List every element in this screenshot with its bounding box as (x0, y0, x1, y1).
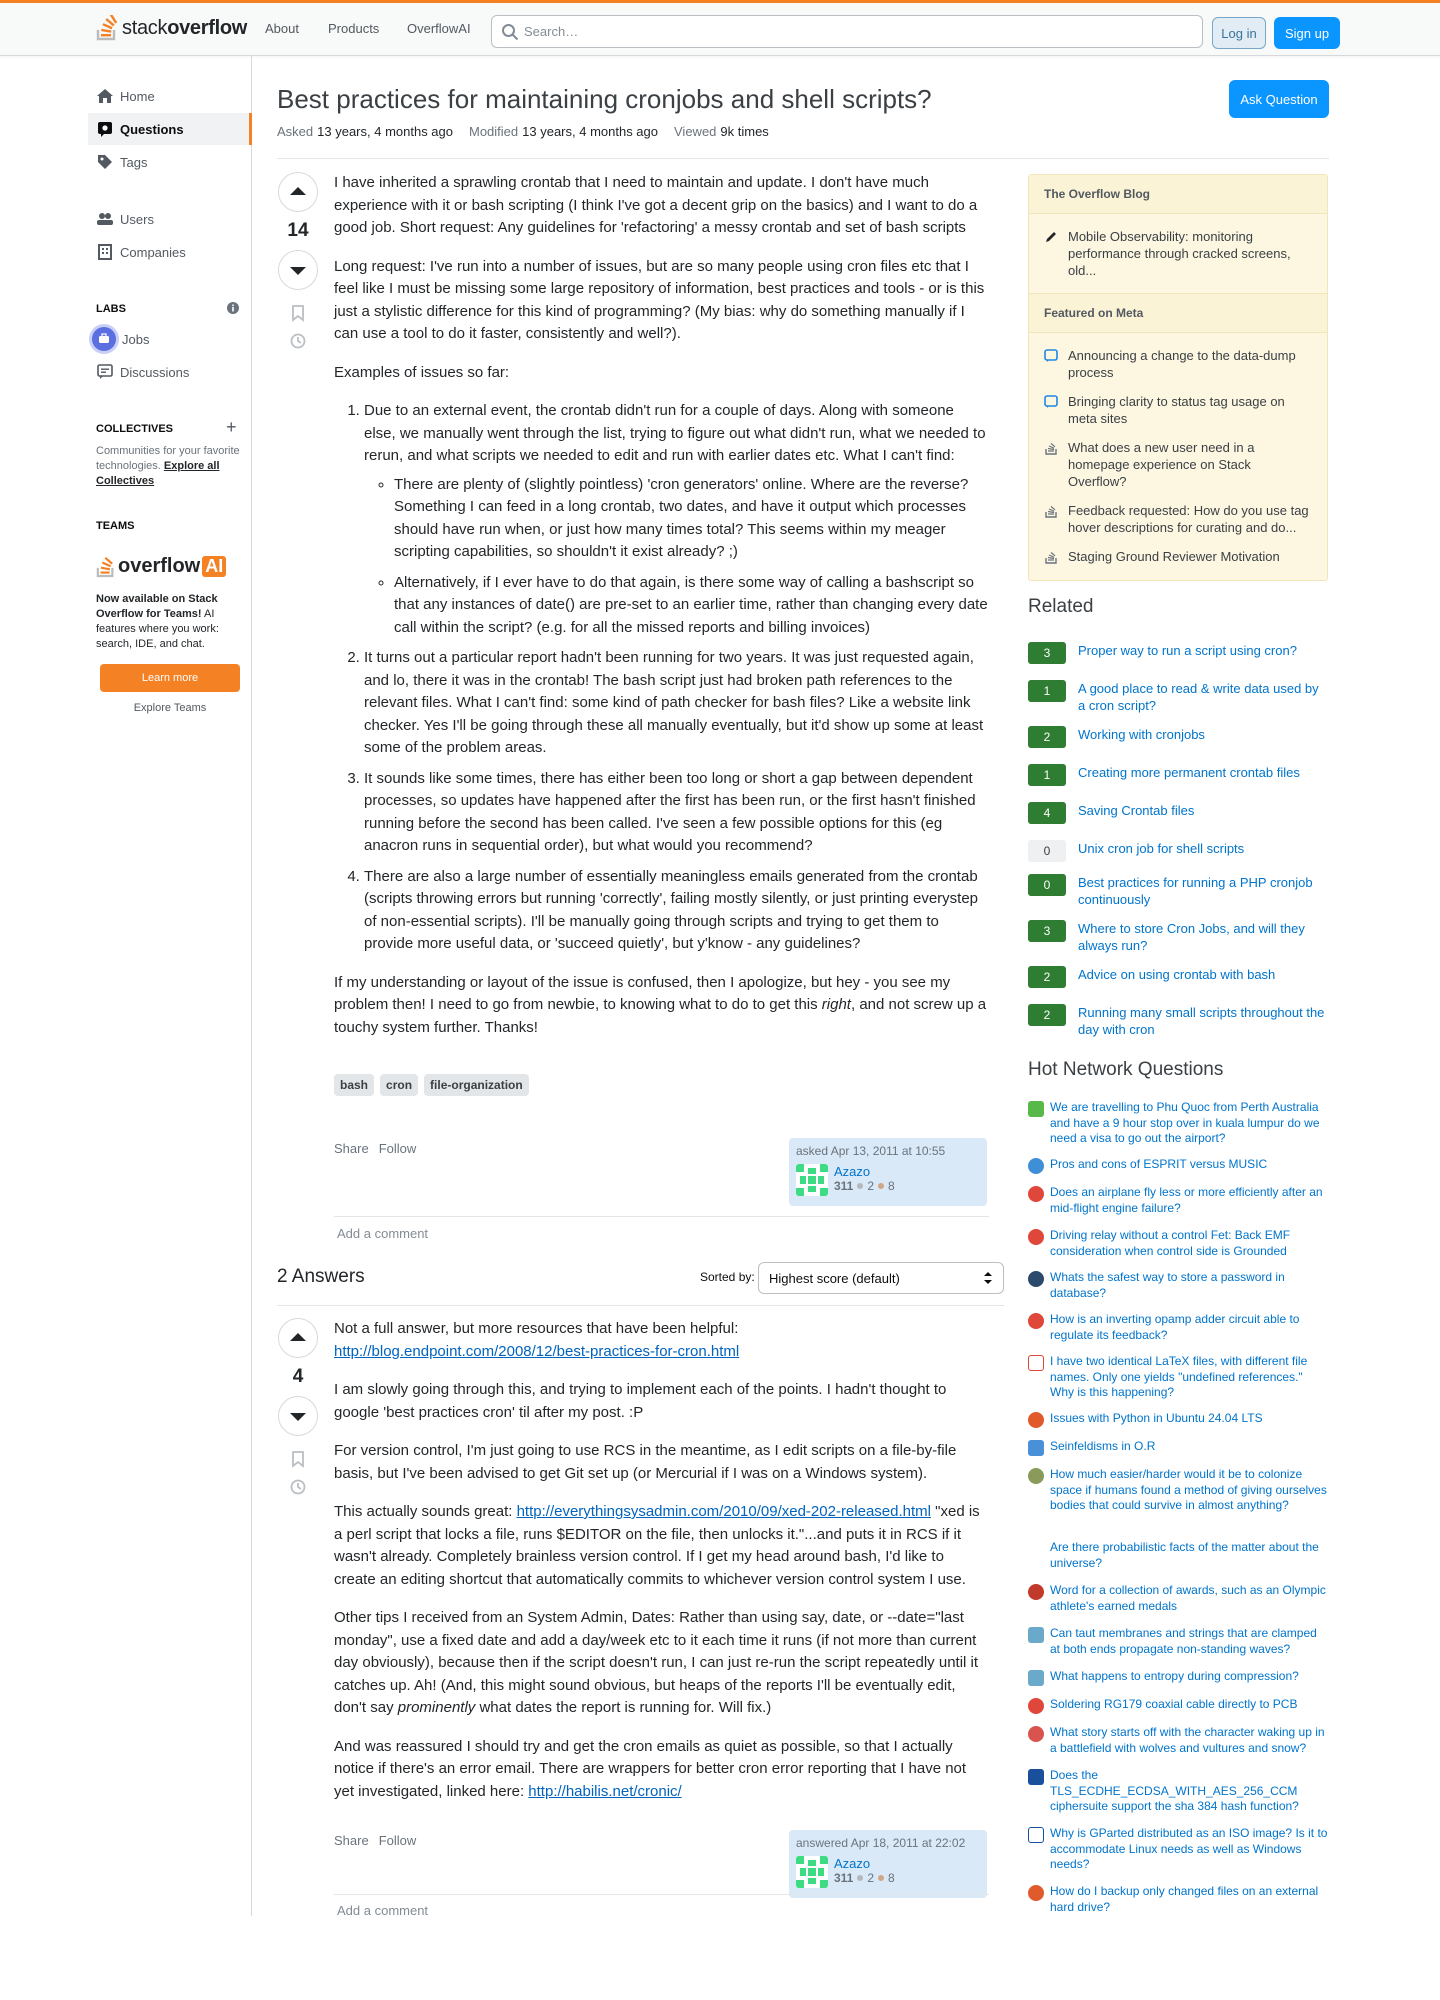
nav-about[interactable]: About (265, 21, 299, 36)
sidebar-item-jobs[interactable] (88, 323, 252, 355)
vote-count: 14 (287, 220, 309, 241)
avatar[interactable] (796, 1164, 828, 1196)
ask-question-button[interactable]: Ask Question (1229, 80, 1329, 118)
hnq-item[interactable] (1028, 1669, 1328, 1686)
related-item[interactable] (1028, 1004, 1328, 1038)
hnq-item[interactable] (1028, 1228, 1328, 1259)
hnq-item[interactable] (1028, 1697, 1328, 1714)
paragraph-text: Not a full answer, but more resources that have been helpful: (334, 1320, 739, 1337)
logo-text-bold: overflow (167, 16, 248, 39)
arrow-up-icon (289, 1329, 307, 1347)
related-item[interactable] (1028, 642, 1328, 664)
sort-select[interactable] (758, 1262, 1004, 1294)
sidebar-item-discussions[interactable] (88, 356, 252, 388)
chat-bubble-icon (1044, 393, 1058, 427)
hnq-item[interactable] (1028, 1583, 1328, 1614)
related-link[interactable]: Unix cron job for shell scripts (1078, 841, 1245, 856)
question-paragraph: Examples of issues so far: (334, 363, 510, 381)
answer-paragraph: I am slowly going through this, and trying to implement each of the points. I hadn't thought to google 'best practices cron' til after my post. :P (334, 1381, 947, 1421)
silver-badge-icon (857, 1875, 863, 1881)
hnq-item[interactable] (1028, 1540, 1328, 1571)
question-paragraph: Long request: I've run into a number of issues, but are so many people using cron files etc that I feel like I must be missing some large repository of information, best practices and tools - or is this just a stylistic difference for this kind of programming? (My bias: why do something manually if I can use a tool to do it faster, consistently and well?). (334, 257, 985, 342)
related-score: 1 (1028, 680, 1066, 702)
answer-body (334, 1318, 989, 1819)
question-body (334, 172, 989, 1055)
related-link[interactable]: Running many small scripts throughout the day with cron (1078, 1005, 1325, 1037)
upvote-button[interactable] (278, 1318, 318, 1358)
logo-text-light: stack (122, 16, 168, 39)
hnq-item[interactable] (1028, 1185, 1328, 1216)
tag-icon (96, 153, 114, 171)
users-icon (96, 210, 114, 228)
asked-timestamp: asked Apr 13, 2011 at 10:55 (796, 1144, 946, 1158)
bronze-count: 8 (888, 1871, 895, 1885)
hnq-link[interactable]: Does the TLS_ECDHE_ECDSA_WITH_AES_256_CCM ciphersuite support the sha 384 hash function? (1050, 1768, 1299, 1813)
list-item-text: Due to an external event, the crontab didn't run for a couple of days. Along with someone else, we manually went through the list, trying to figure out what didn't run, what we needed to rerun, and what scripts we needed to edit and run with earlier dates etc. What I can't find: (364, 402, 986, 464)
hnq-item[interactable] (1028, 1439, 1328, 1456)
hnq-link[interactable]: How do I backup only changed files on an external hard drive? (1050, 1884, 1319, 1914)
answer-post-menu (334, 1833, 416, 1848)
site-icon (1028, 1158, 1044, 1174)
list-item: 4. There are also a large number of essentially meaningless emails generated from the crontab (scripts throwing errors but running 'correctly', failing mostly silently, or just printing everystep of non-essential scripts). I'll be manually going through scripts and trying to get them to provide more useful data, or 'succeed quietly', but y'know - any guidelines? (364, 866, 989, 956)
answer-vote-cell (277, 1318, 319, 1496)
hnq-link[interactable]: Issues with Python in Ubuntu 24.04 LTS (1050, 1411, 1263, 1425)
answer-link[interactable]: http://habilis.net/cronic/ (528, 1782, 682, 1800)
sidebar-item-companies[interactable] (88, 236, 252, 268)
collectives-heading: COLLECTIVES (96, 423, 174, 435)
tag-bash[interactable]: bash (334, 1074, 374, 1096)
related-score: 4 (1028, 802, 1066, 824)
meta-heading: Featured on Meta (1029, 293, 1327, 333)
paragraph-text: If my understanding or layout of the issue is confused, then I apologize, but hey - you see my problem then! I need to go from newbie, to knowing what to do to get this (334, 973, 951, 1013)
meta-item-link[interactable]: Staging Ground Reviewer Motivation (1068, 549, 1280, 564)
hnq-item[interactable] (1028, 1725, 1328, 1756)
hnq-item[interactable] (1028, 1467, 1328, 1514)
paragraph-text: Other tips I received from an System Admin, Dates: Rather than using say, date, or --date="last monday", use a fixed date and add a day/week etc to it each time it runs (if not more than current day obviously), because then if the script doesn't run, I can just re-run the script repeatedly until it catches up. Ah! (And, this might sound obvious, but heaps of the reports I'll be eventually edit, don't say (334, 1609, 979, 1716)
sidebar-item-label: Users (120, 211, 154, 227)
modified-label: Modified (469, 124, 519, 139)
site-icon (1028, 1412, 1044, 1428)
hnq-link[interactable]: Why is GParted distributed as an ISO image? Is it to accommodate Linux needs as well as Windows needs? (1050, 1826, 1328, 1871)
answer-paragraph (334, 1736, 989, 1804)
overflow-ai-logo (96, 554, 244, 578)
add-comment-link[interactable]: Add a comment (337, 1903, 429, 1918)
jobs-icon (92, 327, 116, 351)
related-item[interactable] (1028, 802, 1328, 824)
stack-icon (1044, 439, 1058, 490)
viewed-value: 9k times (720, 124, 769, 139)
meta-list (1029, 333, 1327, 580)
left-sidebar (88, 56, 252, 1916)
sorted-by-label: Sorted by: (700, 1270, 755, 1284)
hnq-link[interactable]: What story starts off with the character waking up in a battlefield with wolves and vultures and snow? (1050, 1725, 1325, 1755)
bronze-badge-icon (878, 1875, 884, 1881)
pencil-icon (1044, 228, 1058, 279)
follow-link[interactable]: Follow (378, 1141, 417, 1156)
hnq-link[interactable]: How is an inverting opamp adder circuit able to regulate its feedback? (1050, 1312, 1300, 1342)
hnq-link[interactable]: Can taut membranes and strings that are clamped at both ends propagate non-standing waves? (1050, 1626, 1317, 1656)
arrow-down-icon (289, 1407, 307, 1425)
tag-file-organization[interactable]: file-organization (424, 1074, 529, 1096)
sidebar-item-tags[interactable] (88, 146, 252, 178)
blog-item[interactable] (1029, 222, 1327, 285)
meta-item-link[interactable]: Bringing clarity to status tag usage on meta sites (1068, 394, 1285, 426)
top-bar (0, 0, 1440, 56)
related-item[interactable] (1028, 920, 1328, 954)
add-comment-link[interactable]: Add a comment (337, 1226, 429, 1241)
stack-logo-icon (96, 554, 116, 578)
hnq-link[interactable]: Soldering RG179 coaxial cable directly to PCB (1050, 1697, 1298, 1711)
question-meta (277, 124, 769, 139)
answers-heading: 2 Answers (277, 1266, 365, 1287)
divider (334, 1216, 989, 1217)
list-item: 2. It turns out a particular report hadn't been running for two years. It was just requested again, and lo, there it was in the crontab! The bash script just had broken path references to the relevant files. What I can't find: some kind of path checker for bash files? Like a website link checker. Yes I'll be going through these all manually eventually, but it'd show up some at least some of the problem areas. (364, 647, 989, 760)
answer-paragraph (334, 1501, 989, 1591)
sidebar-item-users[interactable] (88, 203, 252, 235)
paragraph-text: And was reassured I should try and get the cron emails as quiet as possible, so that I actually notice if there's an error email. There are wrappers for better cron error reporting that I have not yet investigated, linked here: (334, 1737, 967, 1800)
sidebar-item-label: Companies (120, 244, 186, 260)
related-score: 0 (1028, 874, 1066, 896)
bronze-count: 8 (888, 1179, 895, 1193)
author-name[interactable]: Azazo (834, 1164, 871, 1179)
search-placeholder: Search… (524, 24, 579, 39)
stack-logo-icon (96, 15, 118, 41)
hnq-link[interactable]: I have two identical LaTeX files, with different file names. Only one yields "undefined references." Why is this happening? (1050, 1354, 1308, 1399)
asker-card (789, 1138, 987, 1206)
downvote-button[interactable] (278, 250, 318, 290)
info-icon[interactable] (227, 302, 239, 314)
site-icon (1028, 1627, 1044, 1643)
paragraph-text: "xed is a perl script that locks a file, runs $EDITOR on the file, then unlocks it."...and puts it in RCS if it wasn't already. Completely brainless version control. If I get my head around bash, I'd like to create an editing shortcut that automatically commits to whichever version control system I use. (334, 1503, 980, 1588)
related-heading: Related (1028, 596, 1094, 617)
sidebar-item-questions[interactable] (88, 113, 252, 145)
reputation (834, 1871, 895, 1885)
arrow-down-icon (289, 261, 307, 279)
site-icon (1028, 1726, 1044, 1742)
related-score: 3 (1028, 642, 1066, 664)
sub-list (364, 474, 989, 640)
hnq-link[interactable]: Are there probabilistic facts of the matter about the universe? (1050, 1540, 1319, 1570)
collectives-desc-text: Communities for your favorite technologies. (96, 445, 240, 472)
login-button[interactable]: Log in (1212, 17, 1266, 49)
site-icon (1028, 1670, 1044, 1686)
avatar[interactable] (796, 1856, 828, 1888)
hnq-item[interactable] (1028, 1312, 1328, 1343)
stack-icon (1044, 548, 1058, 568)
nav-products[interactable]: Products (328, 21, 380, 36)
divider (277, 1305, 1004, 1306)
meta-item[interactable] (1029, 341, 1327, 387)
site-icon (1028, 1355, 1044, 1371)
question-post-menu (334, 1141, 416, 1156)
upvote-button[interactable] (278, 172, 318, 212)
hnq-link[interactable]: Does an airplane fly less or more efficiently after an mid-flight engine failure? (1050, 1185, 1323, 1215)
stackoverflow-logo[interactable] (96, 15, 247, 41)
labs-heading: LABS (96, 303, 126, 315)
related-link[interactable]: Advice on using crontab with bash (1078, 967, 1276, 982)
hnq-item[interactable] (1028, 1100, 1328, 1147)
divider (277, 158, 1329, 159)
list-item: 3. It sounds like some times, there has either been too long or short a gap between dependent processes, so updates have happened after the first has been run, or the first hasn't finished running before the second has been called. I've seen a few possible options for this (eg anacron runs in sequential order), but what would you recommend? (364, 768, 989, 858)
hnq-link[interactable]: Word for a collection of awards, such as an Olympic athlete's earned medals (1050, 1583, 1326, 1613)
meta-item[interactable] (1029, 433, 1327, 496)
asked-value: 13 years, 4 months ago (317, 124, 453, 139)
downvote-button[interactable] (278, 1396, 318, 1436)
site-icon (1028, 1229, 1044, 1245)
hnq-item[interactable] (1028, 1411, 1328, 1428)
issue-list (334, 400, 989, 956)
silver-count: 2 (867, 1871, 875, 1885)
blog-list (1029, 214, 1327, 293)
hnq-link[interactable]: What happens to entropy during compression? (1050, 1669, 1299, 1683)
related-link[interactable]: Best practices for running a PHP cronjob continuously (1078, 875, 1313, 907)
list-item: ◦ There are plenty of (slightly pointless) 'cron generators' online. Where are the reverse? Something I can feed in a long crontab, two dates, and have it output which processes should have run when, or just how many times total? This seems within my meager scripting capabilities, so shouldn't it exist already? ;) (394, 474, 989, 564)
plus-icon[interactable]: + (226, 417, 237, 437)
sidebar-item-home[interactable] (88, 80, 252, 112)
answered-timestamp: answered Apr 18, 2011 at 22:02 (796, 1836, 966, 1850)
related-score: 1 (1028, 764, 1066, 786)
share-link[interactable]: Share (334, 1141, 369, 1156)
related-score: 3 (1028, 920, 1066, 942)
share-link[interactable]: Share (334, 1833, 369, 1848)
site-icon (1028, 1827, 1044, 1843)
teams-logo-text: overflow (118, 554, 201, 577)
list-item: ◦ Alternatively, if I ever have to do that again, is there some way of calling a bashscript so that any instances of date() are pre-set to an earlier time, rather than changing every date call within the script? (e.g. for all the missed reports and billing invoices) (394, 572, 989, 640)
teams-logo-badge: AI (202, 556, 226, 577)
question-paragraph: I have inherited a sprawling crontab that I need to maintain and update. I don't have much experience with it or bash scripting (I think I've got a decent grip on the basics) and I want to do a good job. Short request: Any guidelines for 'refactoring' a messy crontab and set of bash scripts (334, 174, 978, 236)
follow-link[interactable]: Follow (378, 1833, 417, 1848)
related-item[interactable] (1028, 966, 1328, 988)
hnq-item[interactable] (1028, 1157, 1328, 1174)
bronze-badge-icon (878, 1183, 884, 1189)
hnq-item[interactable] (1028, 1768, 1328, 1815)
asked-label: Asked (277, 124, 314, 139)
learn-more-button[interactable]: Learn more (100, 664, 240, 692)
sidebar-item-label: Jobs (122, 331, 150, 347)
modified-meta (469, 124, 658, 139)
site-icon (1028, 1769, 1044, 1785)
site-icon (1028, 1271, 1044, 1287)
reputation-score: 311 (834, 1871, 854, 1885)
related-link[interactable]: Saving Crontab files (1078, 803, 1195, 818)
paragraph-text: , and not screw up a touchy system further. Thanks! (334, 996, 987, 1036)
questions-icon (96, 120, 114, 138)
hnq-link[interactable]: Seinfeldisms in O.R (1050, 1439, 1156, 1453)
related-link[interactable]: Creating more permanent crontab files (1078, 765, 1300, 780)
history-icon[interactable] (289, 1478, 307, 1496)
teams-desc-bold: Now available on Stack Overflow for Teams! (96, 593, 218, 620)
question-vote-cell (277, 172, 319, 350)
hnq-link[interactable]: We are travelling to Phu Quoc from Perth Australia and have a 9 hour stop over in kuala lumpur do we need a visa to go out the airport? (1050, 1100, 1320, 1145)
sidebar-item-label: Tags (120, 154, 148, 170)
search-input[interactable] (491, 15, 1203, 48)
paragraph-text: This actually sounds great: (334, 1503, 517, 1520)
sidebar-item-label: Home (120, 88, 155, 104)
author-name[interactable]: Azazo (834, 1856, 871, 1871)
reputation (834, 1179, 895, 1193)
silver-badge-icon (857, 1183, 863, 1189)
meta-item-link[interactable]: Feedback requested: How do you use tag hover descriptions for curating and do... (1068, 503, 1309, 535)
answerer-card (789, 1830, 987, 1898)
site-icon (1028, 1885, 1044, 1901)
arrow-up-icon (289, 183, 307, 201)
asked-meta (277, 124, 453, 139)
site-icon (1028, 1440, 1044, 1456)
bookmark-icon[interactable] (289, 1450, 307, 1468)
explore-collectives-link[interactable]: Explore all Collectives (96, 460, 220, 487)
hnq-link[interactable]: Driving relay without a control Fet: Back EMF consideration when control side is Grounded (1050, 1228, 1291, 1258)
nav-overflowai[interactable]: OverflowAI (407, 21, 471, 36)
answer-link[interactable]: http://blog.endpoint.com/2008/12/best-practices-for-cron.html (334, 1342, 740, 1360)
related-score: 2 (1028, 726, 1066, 748)
meta-item-link[interactable]: What does a new user need in a homepage experience on Stack Overflow? (1068, 440, 1255, 489)
bookmark-icon[interactable] (289, 304, 307, 322)
teams-description (96, 592, 244, 652)
explore-teams-link[interactable]: Explore Teams (133, 702, 207, 714)
viewed-label: Viewed (674, 124, 717, 139)
site-icon (1028, 1541, 1044, 1557)
stack-icon (1044, 502, 1058, 536)
meta-item[interactable] (1029, 542, 1327, 574)
hnq-link[interactable]: How much easier/harder would it be to colonize space if humans found a method of giving ourselves bodies that could survive in almost anything? (1050, 1467, 1327, 1512)
hnq-item[interactable] (1028, 1354, 1328, 1401)
related-score: 2 (1028, 1004, 1066, 1026)
answer-link[interactable]: http://everythingsysadmin.com/2010/09/xed-202-released.html (516, 1503, 931, 1520)
teams-heading: TEAMS (96, 520, 135, 532)
site-icon (1028, 1186, 1044, 1202)
search-icon (501, 23, 519, 41)
tag-cron[interactable]: cron (380, 1074, 418, 1096)
vote-count: 4 (292, 1366, 304, 1387)
related-score: 2 (1028, 966, 1066, 988)
emphasis-text: right (821, 996, 851, 1013)
blog-item-link[interactable]: Mobile Observability: monitoring performance through cracked screens, old... (1068, 229, 1291, 278)
related-score: 0 (1028, 840, 1066, 862)
collectives-description (96, 444, 246, 489)
related-item[interactable] (1028, 726, 1328, 748)
companies-icon (96, 243, 114, 261)
discussions-icon (96, 363, 114, 381)
site-icon (1028, 1101, 1044, 1117)
blog-heading: The Overflow Blog (1029, 175, 1327, 214)
home-icon (96, 87, 114, 105)
question-title[interactable]: Best practices for maintaining cronjobs and shell scripts? (277, 84, 932, 114)
modified-value[interactable]: 13 years, 4 months ago (522, 124, 658, 139)
viewed-meta (674, 124, 769, 139)
answer-paragraph (334, 1607, 989, 1720)
hnq-link[interactable]: Pros and cons of ESPRIT versus MUSIC (1050, 1157, 1268, 1171)
related-item[interactable] (1028, 680, 1328, 714)
question-tags (334, 1074, 529, 1096)
meta-item[interactable] (1029, 496, 1327, 542)
list-item (364, 400, 989, 639)
hnq-heading: Hot Network Questions (1028, 1059, 1224, 1080)
history-icon[interactable] (289, 332, 307, 350)
related-link[interactable]: Proper way to run a script using cron? (1078, 643, 1297, 658)
related-item[interactable] (1028, 840, 1328, 862)
site-icon (1028, 1468, 1044, 1484)
site-icon (1028, 1698, 1044, 1714)
site-icon (1028, 1313, 1044, 1329)
sort-arrows-icon (983, 1271, 993, 1285)
divider (334, 1894, 989, 1895)
related-link[interactable]: Working with cronjobs (1078, 727, 1205, 742)
sidebar-item-label: Discussions (120, 364, 190, 380)
teams-desc-text: AI features where you work: search, IDE, and chat. (96, 608, 219, 650)
reputation-score: 311 (834, 1179, 854, 1193)
sidebar-item-label: Questions (120, 121, 184, 137)
signup-button[interactable]: Sign up (1274, 17, 1340, 49)
question-paragraph (334, 972, 989, 1040)
emphasis-text: prominently (397, 1699, 476, 1716)
meta-item-link[interactable]: Announcing a change to the data-dump process (1068, 348, 1296, 380)
paragraph-text: what dates the report is running for. Will fix.) (475, 1699, 772, 1716)
sort-select-value: Highest score (default) (769, 1270, 900, 1286)
related-link[interactable]: A good place to read & write data used by a cron script? (1078, 681, 1319, 713)
site-icon (1028, 1584, 1044, 1600)
hnq-item[interactable] (1028, 1270, 1328, 1301)
teams-promo (96, 554, 244, 714)
chat-bubble-icon (1044, 347, 1058, 381)
answer-paragraph (334, 1318, 989, 1363)
related-link[interactable]: Where to store Cron Jobs, and will they always run? (1078, 921, 1305, 953)
related-item[interactable] (1028, 764, 1328, 786)
overflow-blog-widget (1028, 174, 1328, 581)
meta-item[interactable] (1029, 387, 1327, 433)
related-item[interactable] (1028, 874, 1328, 908)
hnq-item[interactable] (1028, 1884, 1328, 1915)
hnq-link[interactable]: Whats the safest way to store a password in database? (1050, 1270, 1285, 1300)
silver-count: 2 (867, 1179, 875, 1193)
hnq-item[interactable] (1028, 1626, 1328, 1657)
answer-paragraph: For version control, I'm just going to use RCS in the meantime, as I edit scripts on a file-by-file basis, but I've been advised to get Git set up (or Mercurial if I was on a Windows system). (334, 1442, 957, 1482)
hnq-item[interactable] (1028, 1826, 1328, 1873)
